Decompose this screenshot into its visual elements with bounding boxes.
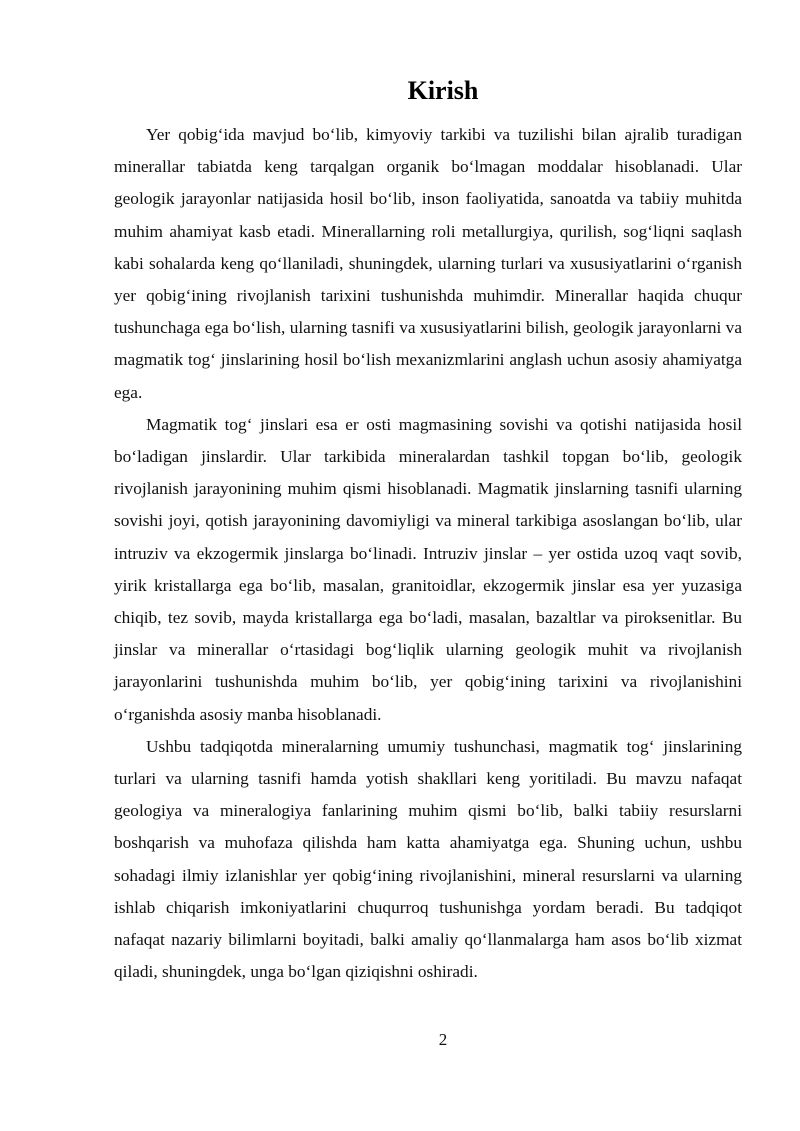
paragraph-1: Yer qobig‘ida mavjud bo‘lib, kimyoviy tarkibi va tuzilishi bilan ajralib turadigan minerallar tabiatda keng tarqalgan organik bo‘lmagan moddalar hisoblanadi. Ular geologik jarayonlar natijasida hosil bo‘lib, inson faoliyatida, sanoatda va tabiiy muhitda muhim ahamiyat kasb etadi. Minerallarning roli metallurgiya, qurilish, sog‘liqni saqlash kabi sohalarda keng qo‘llaniladi, shuningdek, ularning turlari va xususiyatlarini o‘rganish yer qobig‘ining rivojlanish tarixini tushunishda muhimdir. Minerallar haqida chuqur tushunchaga ega bo‘lish, ularning tasnifi va xususiyatlarini bilish, geologik jarayonlarni va magmatik tog‘ jinslarining hosil bo‘lish mexanizmlarini anglash uchun asosiy ahamiyatga ega.: [114, 125, 742, 402]
page-title: Kirish: [407, 76, 479, 105]
document-body: [114, 119, 742, 988]
page-number: 2: [438, 1030, 448, 1049]
paragraph-2: Magmatik tog‘ jinslari esa er osti magmasining sovishi va qotishi natijasida hosil bo‘ladigan jinslardir. Ular tarkibida mineralardan tashkil topgan bo‘lib, geologik rivojlanish jarayonining muhim qismi hisoblanadi. Magmatik jinslarning tasnifi ularning sovishi joyi, qotish jarayonining davomiyligi va mineral tarkibiga asoslangan bo‘lib, ular intruziv va ekzogermik jinslarga bo‘linadi. Intruziv jinslar – yer ostida uzoq vaqt sovib, yirik kristallarga ega bo‘lib, masalan, granitoidlar, ekzogermik jinslar esa yer yuzasiga chiqib, tez sovib, mayda kristallarga ega bo‘ladi, masalan, bazaltlar va piroksenitlar. Bu jinslar va minerallar o‘rtasidagi bog‘liqlik ularning geologik muhit va rivojlanish jarayonlarini tushunishda muhim bo‘lib, yer qobig‘ining tarixini va rivojlanishini o‘rganishda asosiy manba hisoblanadi.: [114, 414, 742, 724]
paragraph-3: Ushbu tadqiqotda mineralarning umumiy tushunchasi, magmatik tog‘ jinslarining turlari va ularning tasnifi hamda yotish shakllari keng yoritiladi. Bu mavzu nafaqat geologiya va mineralogiya fanlarining muhim qismi bo‘lib, balki tabiiy resurslarni boshqarish va muhofaza qilishda ham katta ahamiyatga ega. Shuning uchun, ushbu sohadagi ilmiy izlanishlar yer qobig‘ining rivojlanishini, mineral resurslarni va ularning ishlab chiqarish imkoniyatlarini chuqurroq tushunishga yordam beradi. Bu tadqiqot nafaqat nazariy bilimlarni boyitadi, balki amaliy qo‘llanmalarga ham asos bo‘lib xizmat qiladi, shuningdek, unga bo‘lgan qiziqishni oshiradi.: [114, 736, 742, 982]
